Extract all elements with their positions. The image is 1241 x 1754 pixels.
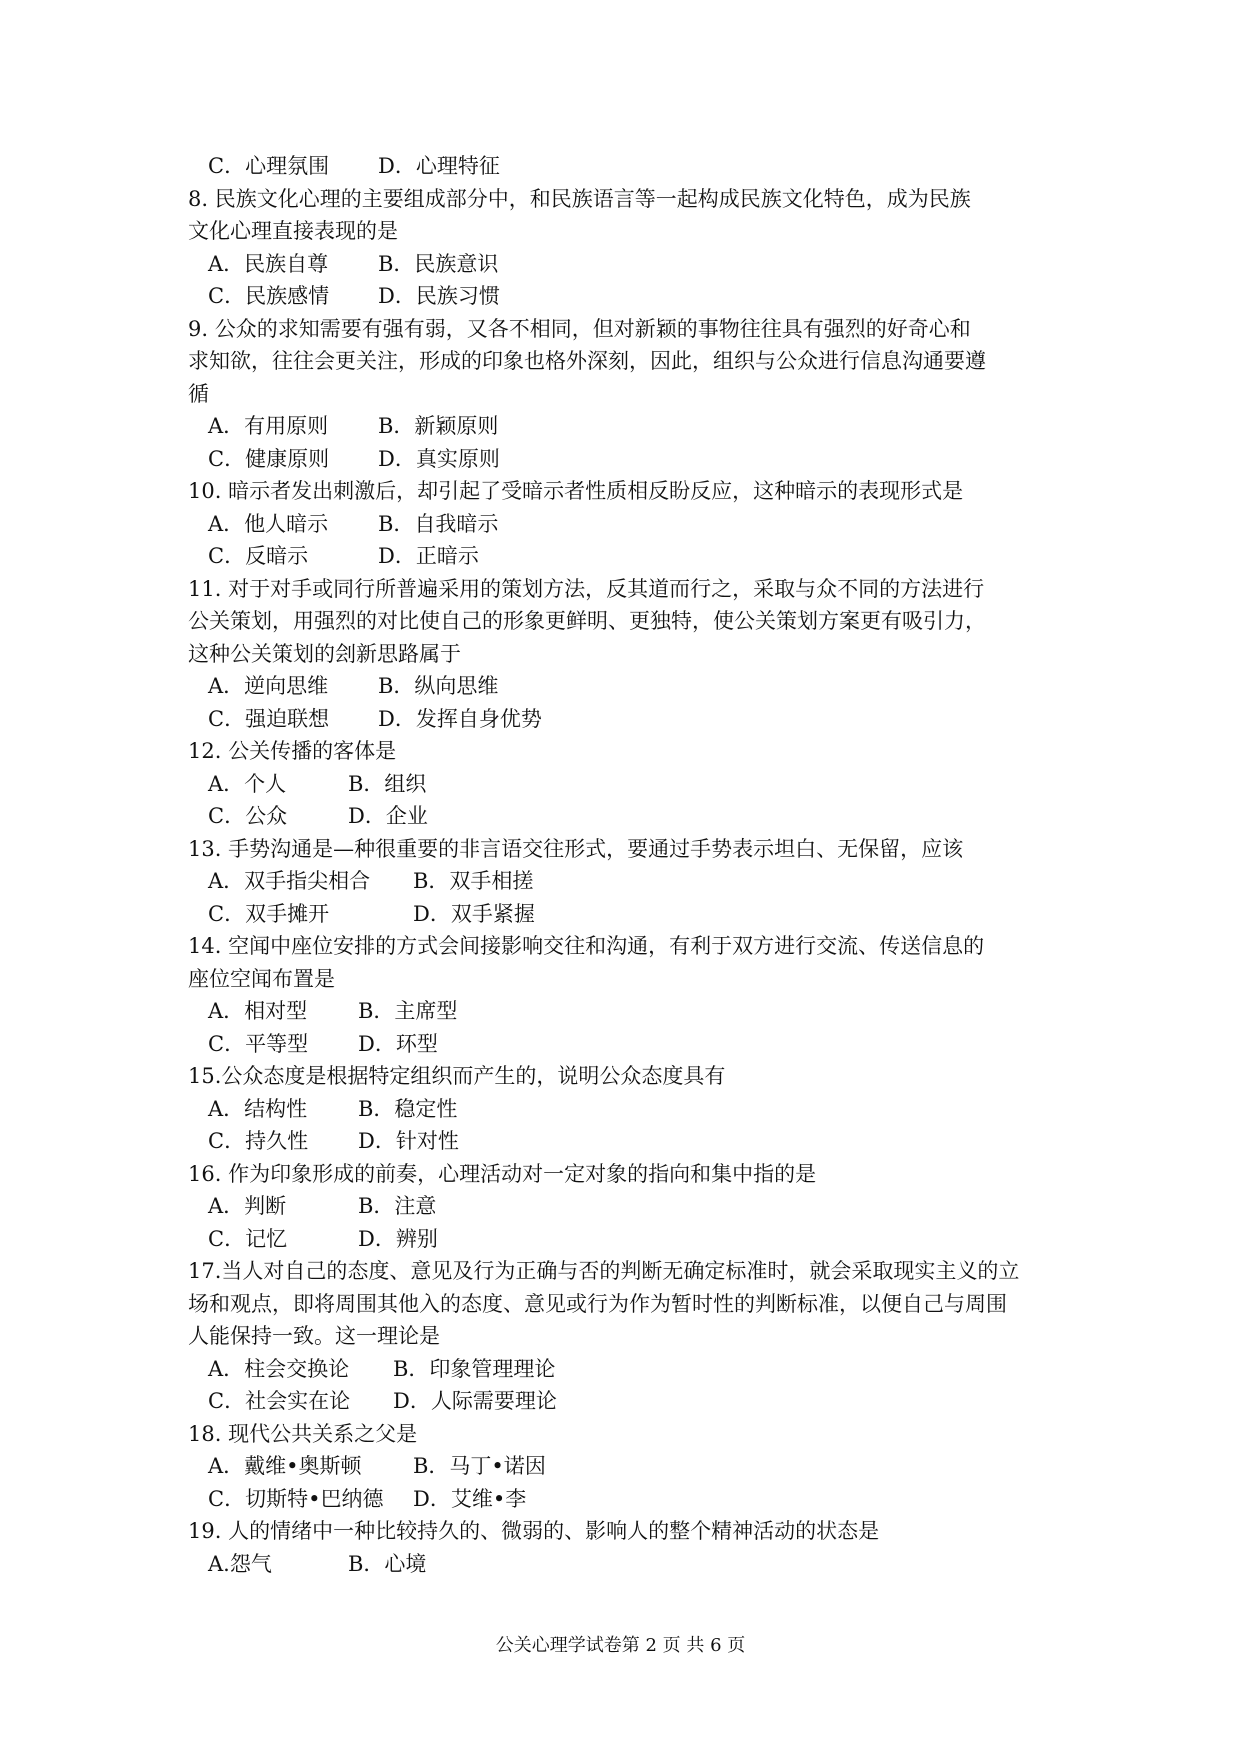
- option-b: B．自我暗示: [378, 511, 499, 536]
- option-b: B．心境: [348, 1551, 427, 1576]
- answer-options-line: [188, 1548, 1068, 1581]
- option-b: D．艾维•李: [413, 1486, 527, 1511]
- answer-options-line: [188, 1223, 1068, 1256]
- answer-options-line: [188, 1483, 1068, 1516]
- option-b: D．心理特征: [378, 154, 500, 178]
- answer-options-line: [188, 1093, 1068, 1126]
- answer-options-line: [188, 995, 1068, 1028]
- answer-options-line: [188, 670, 1068, 703]
- answer-options-line: [188, 1190, 1068, 1223]
- answer-options-line: [188, 1353, 1068, 1386]
- option-a: C．持久性: [208, 1129, 309, 1153]
- question-text-line: 文化心理直接表现的是: [188, 219, 398, 243]
- option-b: D．发挥自身优势: [378, 706, 542, 731]
- option-a: C．记忆: [208, 1226, 288, 1251]
- option-a: C．强迫联想: [208, 706, 330, 731]
- answer-options-line: [188, 150, 1068, 183]
- question-text-line: 场和观点，即将周围其他入的态度、意见或行为作为暂时性的判断标准，以便自己与周围: [188, 1291, 1007, 1316]
- option-b: D．民族习惯: [378, 284, 500, 308]
- option-b: B．双手相搓: [413, 869, 534, 893]
- answer-options-line: [188, 248, 1068, 281]
- option-a: A．个人: [208, 771, 287, 796]
- option-b: B．稳定性: [358, 1096, 458, 1121]
- option-b: D．企业: [348, 804, 428, 828]
- option-b: B．纵向思维: [378, 674, 499, 698]
- option-a: C．民族感情: [208, 284, 330, 308]
- option-b: D．辨别: [358, 1226, 438, 1251]
- question-text-line: 10. 暗示者发出刺激后，却引起了受暗示者性质相反盼反应，这种暗示的表现形式是: [188, 479, 964, 503]
- answer-options-line: [188, 800, 1068, 833]
- answer-options-line: [188, 1125, 1068, 1158]
- question-text-line: 17.当人对自己的态度、意见及行为正确与否的判断无确定标准时，就会采取现实主义的立: [188, 1259, 1020, 1283]
- question-text-line: 18. 现代公共关系之父是: [188, 1421, 418, 1446]
- option-a: A．逆向思维: [208, 674, 329, 698]
- answer-options-line: [188, 1450, 1068, 1483]
- question-text-line: 8. 民族文化心理的主要组成部分中，和民族语言等一起构成民族文化特色，成为民族: [188, 186, 971, 211]
- option-a: A．双手指尖相合: [208, 869, 371, 893]
- option-b: B．注意: [358, 1194, 437, 1218]
- option-a: A．他人暗示: [208, 511, 329, 536]
- option-b: B．组织: [348, 771, 427, 796]
- option-b: B．主席型: [358, 999, 458, 1023]
- option-b: D．正暗示: [378, 544, 479, 568]
- answer-options-line: [188, 768, 1068, 801]
- option-a: C．反暗示: [208, 544, 309, 568]
- option-b: D．真实原则: [378, 446, 500, 471]
- option-a: A．有用原则: [208, 414, 329, 438]
- question-text-line: 12. 公关传播的客体是: [188, 739, 397, 763]
- page-footer: 公关心理学试卷第 2 页 共 6 页: [495, 1635, 746, 1656]
- answer-options-line: [188, 508, 1068, 541]
- option-b: D．针对性: [358, 1129, 459, 1153]
- option-a: C．平等型: [208, 1031, 309, 1056]
- option-a: C．健康原则: [208, 446, 330, 471]
- answer-options-line: [188, 865, 1068, 898]
- option-a: C．社会实在论: [208, 1389, 351, 1413]
- option-a: A．柱会交换论: [208, 1356, 350, 1381]
- answer-options-line: [188, 1385, 1068, 1418]
- question-text-line: 11. 对于对手或同行所普遍采用的策划方法，反其道而行之，采取与众不同的方法进行: [188, 576, 985, 601]
- question-text-line: 人能保持一致。这一理论是: [188, 1324, 440, 1348]
- question-text-line: 16. 作为印象形成的前奏，心理活动对一定对象的指向和集中指的是: [188, 1161, 817, 1186]
- answer-options-line: [188, 703, 1068, 736]
- question-text-line: 求知欲，往往会更关注，形成的印象也格外深刻，因此，组织与公众进行信息沟通要遵: [188, 349, 986, 373]
- option-a: A．戴维•奥斯顿: [208, 1454, 362, 1478]
- option-a: C．双手摊开: [208, 901, 330, 926]
- exam-page-content: [188, 150, 1068, 1580]
- question-text-line: 这种公关策划的刽新思路属于: [188, 641, 461, 666]
- question-text-line: 循: [188, 381, 209, 406]
- option-a: A．结构性: [208, 1096, 308, 1121]
- option-a: C．切斯特•巴纳德: [208, 1486, 384, 1511]
- answer-options-line: [188, 898, 1068, 931]
- option-a: A．民族自尊: [208, 251, 329, 276]
- option-a: A．相对型: [208, 999, 308, 1023]
- answer-options-line: [188, 410, 1068, 443]
- question-text-line: 14. 空闻中座位安排的方式会间接影响交往和沟通，有利于双方进行交流、传送信息的: [188, 934, 985, 958]
- question-text-line: 13. 手势沟通是—种很重要的非言语交往形式，要通过手势表示坦白、无保留，应该: [188, 836, 964, 861]
- option-a: A．判断: [208, 1194, 287, 1218]
- option-b: B．民族意识: [378, 251, 499, 276]
- answer-options-line: [188, 1028, 1068, 1061]
- question-text-line: 公关策划，用强烈的对比使自己的形象更鲜明、更独特，使公关策划方案更有吸引力，: [188, 609, 986, 633]
- option-b: B．新颖原则: [378, 414, 499, 438]
- option-b: D．双手紧握: [413, 901, 535, 926]
- option-b: B．印象管理理论: [393, 1356, 556, 1381]
- answer-options-line: [188, 443, 1068, 476]
- option-a: A.怨气: [208, 1551, 272, 1576]
- answer-options-line: [188, 280, 1068, 313]
- question-text-line: 座位空闻布置是: [188, 966, 335, 991]
- option-a: C．心理氛围: [208, 154, 330, 178]
- question-text-line: 19. 人的情绪中一种比较持久的、微弱的、影响人的整个精神活动的状态是: [188, 1519, 880, 1543]
- answer-options-line: [188, 540, 1068, 573]
- question-text-line: 9. 公众的求知需要有强有弱，又各不相同，但对新颖的事物往往具有强烈的好奇心和: [188, 316, 971, 341]
- option-b: D．环型: [358, 1031, 438, 1056]
- option-a: C．公众: [208, 804, 288, 828]
- option-b: B．马丁•诺因: [413, 1454, 546, 1478]
- question-text-line: 15.公众态度是根据特定组织而产生的，说明公众态度具有: [188, 1064, 726, 1088]
- option-b: D．人际需要理论: [393, 1389, 557, 1413]
